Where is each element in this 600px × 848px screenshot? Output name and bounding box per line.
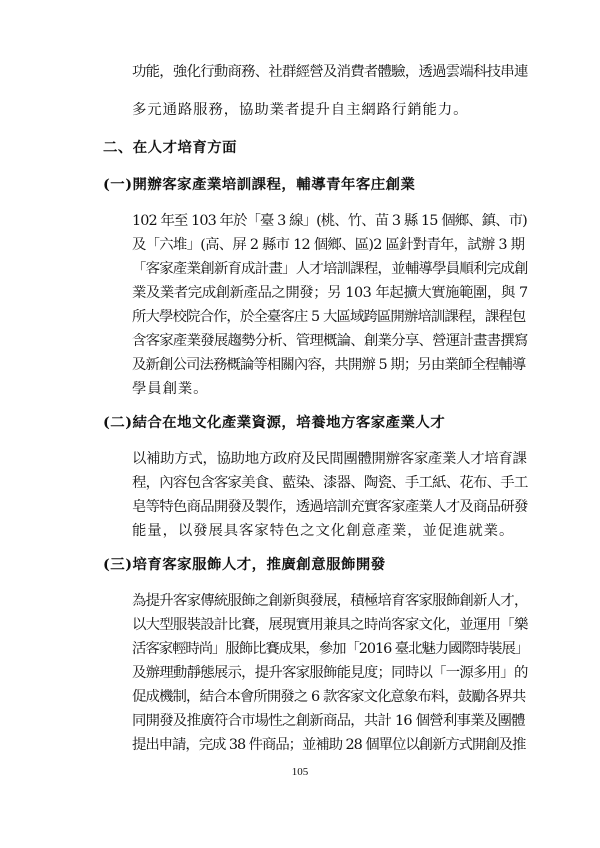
subsection-2-line-1: 以補助方式，協助地方政府及民間團體開辦客家產業人才培育課 xyxy=(132,451,527,467)
subsection-2-line-4: 能量，以發展具客家特色之文化創意產業，並促進就業。 xyxy=(132,523,515,539)
subsection-2-line-2: 程，內容包含客家美食、藍染、漆器、陶瓷、手工紙、花布、手工 xyxy=(132,475,528,491)
subsection-1-line-3: 「客家產業創新育成計畫」人才培訓課程，並輔導學員順利完成創 xyxy=(132,261,528,277)
intro-line-1: 功能，強化行動商務、社群經營及消費者體驗，透過雲端科技串連 xyxy=(132,64,528,80)
subsection-1-line-4: 業及業者完成創新產品之開發；另 103 年起擴大實施範圍，與 7 xyxy=(132,285,528,301)
subsection-3-line-4: 及辦理動靜態展示，提升客家服飾能見度；同時以「一源多用」的 xyxy=(132,665,528,681)
subsection-1-line-1: 102 年至 103 年於「臺 3 線」(桃、竹、苗 3 縣 15 個鄉、鎮、市) xyxy=(132,213,527,229)
subsection-1-line-8: 學員創業。 xyxy=(132,381,209,397)
subsection-3-line-2: 以大型服裝設計比賽，展現實用兼具之時尚客家文化，並運用「樂 xyxy=(132,617,528,633)
subsection-3-line-3: 活客家輕時尚」服飾比賽成果，參加「2016 臺北魅力國際時裝展」 xyxy=(132,641,529,657)
section-title: 二、在人才培育方面 xyxy=(103,139,238,156)
subsection-3-line-5: 促成機制，結合本會所開發之 6 款客家文化意象布料，鼓勵各界共 xyxy=(132,689,526,705)
subsection-1-line-5: 所大學校院合作，於全臺客庄 5 大區域跨區開辦培訓課程，課程包 xyxy=(132,309,526,325)
subsection-3-line-1: 為提升客家傳統服飾之創新與發展，積極培育客家服飾創新人才， xyxy=(132,593,528,609)
subsection-3-title: (三)培育客家服飾人才，推廣創意服飾開發 xyxy=(103,556,386,573)
subsection-3-line-6: 同開發及推廣符合市場性之創新商品，共計 16 個營利事業及團體 xyxy=(132,713,525,729)
subsection-3-line-7: 提出申請，完成 38 件商品；並補助 28 個單位以創新方式開創及推 xyxy=(132,737,526,753)
subsection-1-title: (一)開辦客家產業培訓課程，輔導青年客庄創業 xyxy=(103,176,416,193)
subsection-2-line-3: 皂等特色商品開發及製作，透過培訓充實客家產業人才及商品研發 xyxy=(132,499,528,515)
intro-line-2: 多元通路服務，協助業者提升自主網路行銷能力。 xyxy=(132,102,469,118)
subsection-1-line-7: 及新創公司法務概論等相關內容，共開辦 5 期；另由業師全程輔導 xyxy=(132,357,526,373)
subsection-2-title: (二)結合在地文化產業資源，培養地方客家產業人才 xyxy=(103,414,446,431)
subsection-1-line-6: 含客家產業發展趨勢分析、管理概論、創業分享、營運計畫書撰寫 xyxy=(132,333,528,349)
subsection-1-line-2: 及「六堆」(高、屏 2 縣市 12 個鄉、區)2 區針對青年，試辦 3 期 xyxy=(132,237,525,253)
page-number: 105 xyxy=(291,766,309,778)
